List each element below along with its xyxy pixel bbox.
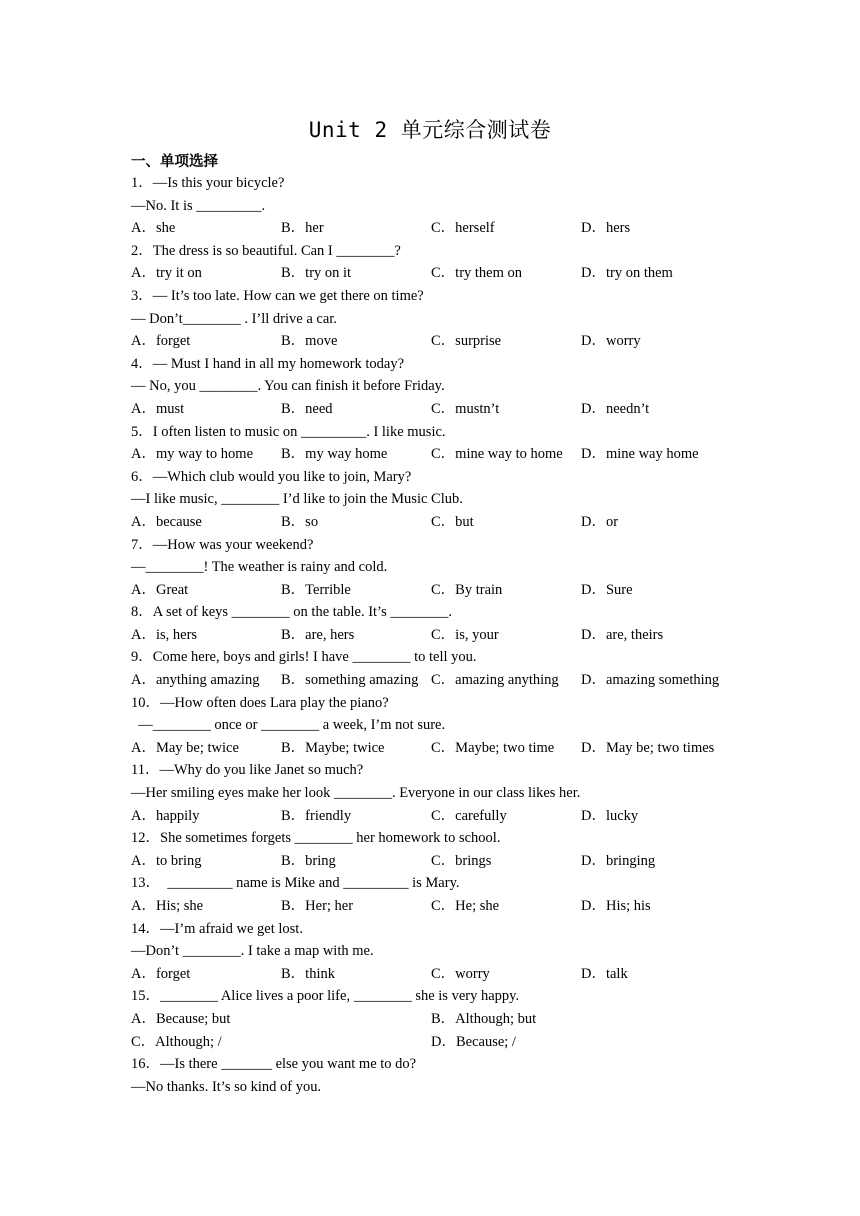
option-d: D．Sure	[581, 581, 633, 598]
option-b: B．friendly	[281, 807, 352, 824]
question-stem: 5．I often listen to music on _________. I like music.	[131, 423, 446, 440]
option-a: A．my way to home	[131, 446, 254, 463]
option-c: C．Maybe; two time	[431, 739, 555, 756]
option-b: B．are, hers	[281, 626, 355, 643]
question-reply: — Don’t________ . I’ll drive a car.	[131, 310, 337, 327]
option-a: A．must	[131, 400, 185, 417]
question-stem: 4．— Must I hand in all my homework today?	[131, 355, 405, 372]
option-b: B．bring	[281, 852, 336, 869]
question-stem: 14．—I’m afraid we get lost.	[131, 920, 303, 937]
question-item	[131, 759, 751, 827]
option-b: B．try on it	[281, 265, 352, 282]
option-c: C．surprise	[431, 333, 502, 350]
question-reply: —Her smiling eyes make her look ________. Everyone in our class likes her.	[131, 785, 581, 802]
question-item	[131, 534, 751, 602]
question-item	[131, 918, 751, 986]
option-c: C．By train	[431, 581, 503, 598]
option-row	[131, 330, 751, 353]
option-d: D．Because; /	[431, 1033, 516, 1050]
option-b: B．her	[281, 220, 324, 237]
question-stem: 15．________ Alice lives a poor life, ________ she is very happy.	[131, 988, 520, 1005]
option-d: D．talk	[581, 965, 628, 982]
question-stem: 7．—How was your weekend?	[131, 536, 314, 553]
question-stem: 3．— It’s too late. How can we get there on time?	[131, 287, 424, 304]
option-a: A．she	[131, 220, 176, 237]
option-row	[131, 805, 751, 828]
option-d: D．try on them	[581, 265, 673, 282]
option-d: D．hers	[581, 220, 631, 237]
question-stem: 6．—Which club would you like to join, Mary?	[131, 468, 412, 485]
option-c: C．He; she	[431, 898, 500, 914]
option-b: B．something amazing	[281, 672, 419, 689]
option-d: D．lucky	[581, 807, 639, 824]
option-b: B．move	[281, 333, 338, 350]
question-item	[131, 692, 751, 760]
option-row	[131, 850, 751, 873]
question-item	[131, 985, 751, 1053]
option-b: B．Maybe; twice	[281, 739, 385, 756]
option-row	[131, 262, 751, 285]
option-a: A．because	[131, 513, 202, 530]
page-title: Unit 2 单元综合测试卷	[308, 118, 552, 142]
option-row	[131, 669, 751, 692]
question-item	[131, 421, 751, 466]
question-stem: 10．—How often does Lara play the piano?	[131, 694, 389, 711]
question-stem: 13． _________ name is Mike and _________ is Mary.	[131, 875, 460, 892]
option-b: B．so	[281, 513, 319, 530]
option-a: A．anything amazing	[131, 672, 260, 689]
question-item	[131, 601, 751, 646]
question-item	[131, 827, 751, 872]
question-item	[131, 872, 751, 917]
option-b: B．Terrible	[281, 581, 351, 598]
option-c: C．worry	[431, 965, 490, 982]
option-d: D．needn’t	[581, 400, 650, 417]
option-d: D．mine way home	[581, 446, 699, 463]
option-d: D．or	[581, 513, 619, 530]
option-c: C．mustn’t	[431, 400, 500, 417]
option-row	[131, 963, 751, 986]
option-row	[131, 398, 751, 421]
option-row	[131, 217, 751, 240]
option-c: C．try them on	[431, 265, 523, 282]
question-item	[131, 646, 751, 691]
question-list	[131, 172, 751, 1098]
option-row	[131, 1008, 751, 1031]
option-a: A．His; she	[131, 898, 204, 914]
option-b: B．think	[281, 965, 335, 982]
option-d: D．amazing something	[581, 672, 720, 689]
option-b: B．Her; her	[281, 898, 354, 914]
question-stem: 8．A set of keys ________ on the table. It’s ________.	[131, 604, 452, 621]
question-reply: —Don’t ________. I take a map with me.	[131, 943, 374, 960]
question-reply: —No. It is _________.	[131, 197, 266, 214]
question-stem: 11．—Why do you like Janet so much?	[131, 762, 364, 779]
option-a: A．happily	[131, 807, 200, 824]
question-reply: — No, you ________. You can finish it before Friday.	[131, 378, 445, 395]
option-b: B．Although; but	[431, 1010, 537, 1027]
option-c: C．Although; /	[131, 1033, 222, 1050]
question-stem: 9．Come here, boys and girls! I have ________ to tell you.	[131, 649, 477, 666]
option-d: D．His; his	[581, 898, 651, 914]
option-a: A．forget	[131, 965, 191, 982]
option-a: A．to bring	[131, 852, 202, 869]
option-c: C．brings	[431, 852, 492, 869]
option-row	[131, 511, 751, 534]
option-d: D．bringing	[581, 852, 656, 869]
option-row	[131, 579, 751, 602]
option-c: C．amazing anything	[431, 672, 559, 689]
question-stem: 12．She sometimes forgets ________ her homework to school.	[131, 830, 501, 847]
question-item	[131, 240, 751, 285]
question-reply: —No thanks. It’s so kind of you.	[131, 1078, 322, 1095]
option-b: B．my way home	[281, 446, 388, 463]
section-heading: 一、单项选择	[131, 154, 218, 170]
question-reply: —________! The weather is rainy and cold.	[131, 559, 388, 576]
question-item	[131, 285, 751, 353]
option-row	[131, 624, 751, 647]
option-d: D．May be; two times	[581, 739, 715, 756]
option-c: C．is, your	[431, 626, 499, 643]
option-a: A．Great	[131, 581, 189, 598]
option-row	[131, 895, 751, 918]
option-row	[131, 737, 751, 760]
question-item	[131, 466, 751, 534]
question-stem: 16．—Is there _______ else you want me to do?	[131, 1056, 417, 1073]
option-a: A．forget	[131, 333, 191, 350]
option-c: C．carefully	[431, 807, 507, 824]
question-reply: —________ once or ________ a week, I’m not sure.	[131, 717, 446, 734]
option-a: A．Because; but	[131, 1010, 231, 1027]
option-c: C．herself	[431, 220, 495, 237]
option-a: A．try it on	[131, 265, 202, 282]
option-a: A．is, hers	[131, 626, 198, 643]
option-b: B．need	[281, 400, 333, 417]
question-item	[131, 1053, 751, 1098]
question-item	[131, 172, 751, 240]
option-c: C．mine way to home	[431, 446, 563, 463]
option-a: A．May be; twice	[131, 739, 239, 756]
question-reply: —I like music, ________ I’d like to join the Music Club.	[131, 491, 463, 508]
question-stem: 2．The dress is so beautiful. Can I ________?	[131, 242, 401, 259]
option-row	[131, 1031, 751, 1054]
question-stem: 1．—Is this your bicycle?	[131, 175, 285, 191]
question-item	[131, 353, 751, 421]
option-row	[131, 443, 751, 466]
option-c: C．but	[431, 513, 474, 530]
option-d: D．are, theirs	[581, 626, 664, 643]
option-d: D．worry	[581, 333, 641, 350]
